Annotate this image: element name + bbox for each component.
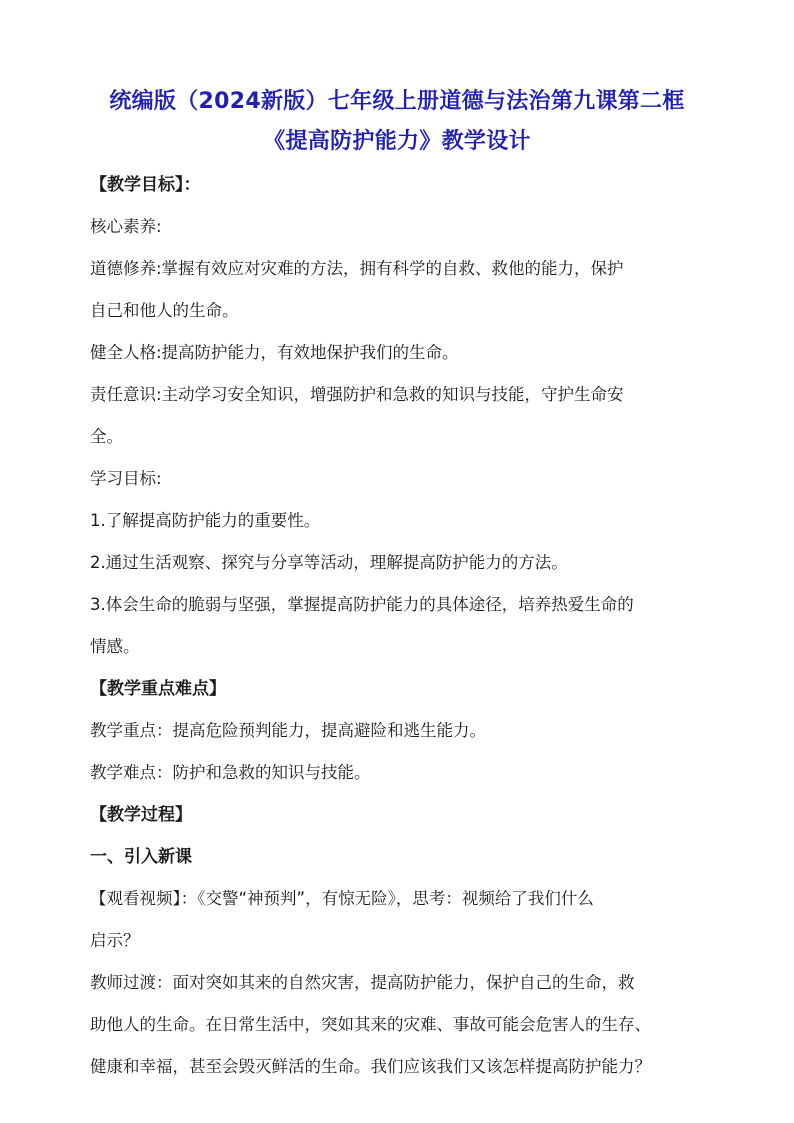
watch-video-line-2: 启示？ [90,931,140,950]
keypoints-heading: 【教学重点难点】 [90,679,226,699]
responsibility-line-2: 全。 [90,427,123,446]
objectives-heading: 【教学目标】： [90,175,201,195]
responsibility-line-1: 责任意识:主动学习安全知识，增强防护和急救的知识与技能，守护生命安 [90,385,624,404]
section-1-heading: 一、引入新课 [90,847,192,867]
core-literacy-label: 核心素养: [90,217,162,236]
title-line-2: 《提高防护能力》教学设计 [263,129,531,154]
sound-personality: 健全人格:提高防护能力，有效地保护我们的生命。 [90,343,459,362]
teaching-key-point: 教学重点：提高危险预判能力，提高避险和逃生能力。 [90,721,486,740]
teacher-transition-line-2: 助他人的生命。在日常生活中，突如其来的灾难、事故可能会危害人的生存、 [90,1015,651,1034]
moral-cultivation-line-2: 自己和他人的生命。 [90,301,239,320]
learning-goal-2: 2.通过生活观察、探究与分享等活动，理解提高防护能力的方法。 [90,553,568,572]
teacher-transition-line-1: 教师过渡：面对突如其来的自然灾害，提高防护能力，保护自己的生命，救 [90,973,635,992]
learning-goals-label: 学习目标: [90,469,162,488]
moral-cultivation-line-1: 道德修养:掌握有效应对灾难的方法，拥有科学的自救、救他的能力，保护 [90,259,624,278]
teaching-difficult-point: 教学难点：防护和急救的知识与技能。 [90,763,371,782]
document-body [90,164,704,1088]
teacher-transition-line-3: 健康和幸福，甚至会毁灭鲜活的生命。我们应该我们又该怎样提高防护能力？ [90,1057,651,1076]
document-title [90,82,704,162]
learning-goal-3-line-2: 情感。 [90,637,140,656]
title-line-1: 统编版（2024新版）七年级上册道德与法治第九课第二框 [109,89,685,114]
process-heading: 【教学过程】 [90,805,192,825]
learning-goal-3-line-1: 3.体会生命的脆弱与坚强，掌握提高防护能力的具体途径，培养热爱生命的 [90,595,634,614]
learning-goal-1: 1.了解提高防护能力的重要性。 [90,511,321,530]
watch-video-line-1: 【观看视频】：《交警“神预判”，有惊无险》，思考：视频给了我们什么 [90,889,594,908]
